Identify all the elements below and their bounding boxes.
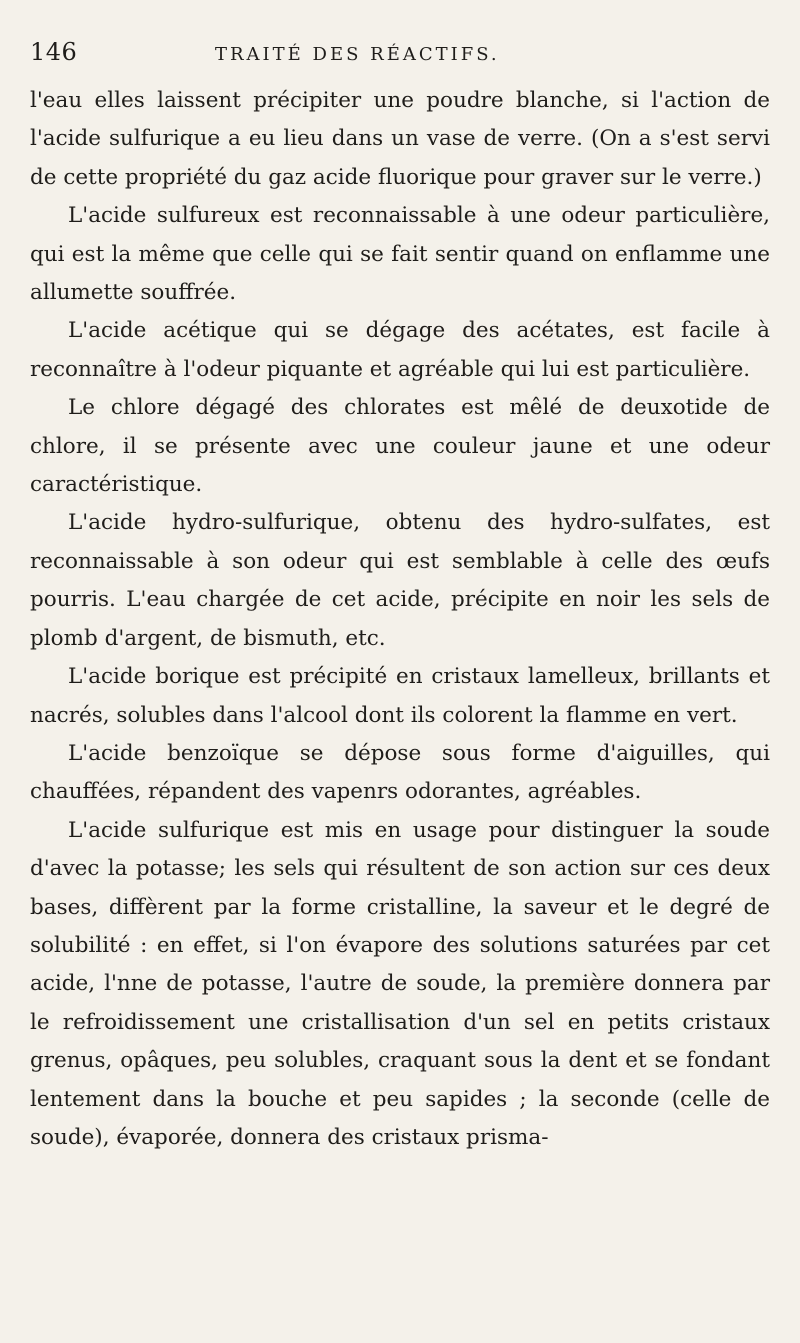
page-number: 146 bbox=[30, 38, 78, 66]
paragraph-acide-acetique: L'acide acétique qui se dégage des acétates, est facile à reconnaître à l'odeur piquante et agréable qui lui est particulière. bbox=[30, 318, 770, 382]
paragraph-acide-borique: L'acide borique est précipité en cristaux lamelleux, brillants et nacrés, solubles dans l'alcool dont ils colorent la flamme en vert. bbox=[30, 664, 770, 728]
paragraph-chlore: Le chlore dégagé des chlorates est mêlé de deuxotide de chlore, il se présente avec une couleur jaune et une odeur caractéristique. bbox=[30, 395, 770, 498]
paragraph-acide-sulfureux: L'acide sulfureux est reconnaissable à une odeur particulière, qui est la même que celle qui se fait sentir quand on enflamme une allumette souffrée. bbox=[30, 203, 770, 306]
body-text bbox=[30, 82, 770, 1157]
page-header bbox=[30, 38, 770, 78]
paragraph-acide-sulfurique: L'acide sulfurique est mis en usage pour distinguer la soude d'avec la potasse; les sels qui résultent de son action sur ces deux bases, diffèrent par la forme cristalline, la saveur et le degré de solubilité : en effet, si l'on évapore des solutions saturées par cet acide, l'nne de potasse, l'autre de soude, la première donnera par le refroidissement une cristallisation d'un sel en petits cristaux grenus, opâques, peu solubles, craquant sous la dent et se fondant lentement dans la bouche et peu sapides ; la seconde (celle de soude), évaporée, donnera des cristaux prisma- bbox=[30, 817, 770, 1150]
running-title: TRAITÉ DES RÉACTIFS. bbox=[215, 44, 500, 65]
book-page bbox=[30, 38, 770, 1157]
paragraph-acide-hydro-sulfurique: L'acide hydro-sulfurique, obtenu des hydro-sulfates, est reconnaissable à son odeur qui est semblable à celle des œufs pourris. L'eau chargée de cet acide, précipite en noir les sels de plomb d'argent, de bismuth, etc. bbox=[30, 510, 770, 651]
paragraph-continued: l'eau elles laissent précipiter une poudre blanche, si l'action de l'acide sulfurique a eu lieu dans un vase de verre. (On a s'est servi de cette propriété du gaz acide fluorique pour graver sur le verre.) bbox=[30, 88, 770, 190]
paragraph-acide-benzoique: L'acide benzoïque se dépose sous forme d'aiguilles, qui chauffées, répandent des vapenrs odorantes, agréables. bbox=[30, 740, 770, 805]
